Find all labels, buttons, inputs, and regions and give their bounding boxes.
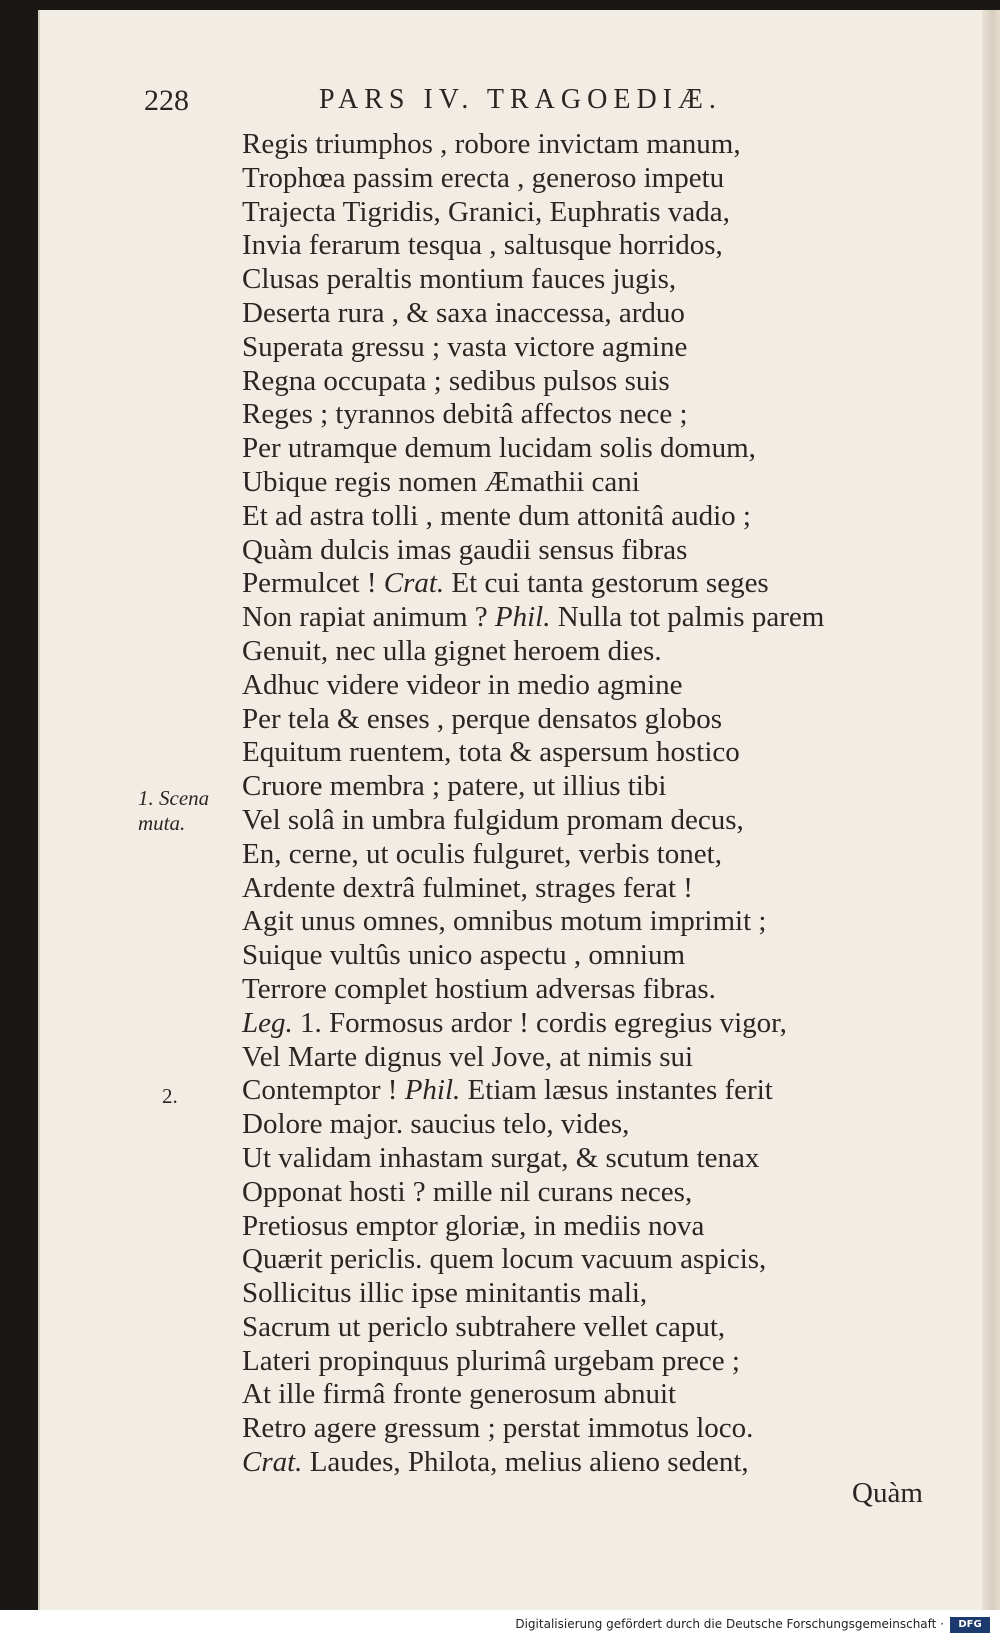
verse-line xyxy=(242,1345,962,1379)
verse-line-text: Non rapiat animum ? xyxy=(242,601,495,634)
verse-line-text: Superata gressu ; vasta victore agmine xyxy=(242,330,688,363)
verse-line-text: Cruore membra ; patere, ut illius tibi xyxy=(242,770,667,803)
speaker-label: Leg. xyxy=(242,1006,293,1039)
verse-line-text: Reges ; tyrannos debitâ affectos nece ; xyxy=(242,398,688,431)
verse-line-text: Equitum ruentem, tota & aspersum hostico xyxy=(242,736,740,769)
dfg-logo: DFG xyxy=(950,1617,990,1633)
verse-line-text: Vel solâ in umbra fulgidum promam decus, xyxy=(242,803,744,836)
verse-line xyxy=(242,1007,962,1041)
digitization-footer xyxy=(0,1610,1000,1640)
verse-line xyxy=(242,872,962,906)
verse-line xyxy=(242,263,962,297)
verse-line xyxy=(242,365,962,399)
speaker-label: Crat. xyxy=(383,567,445,600)
verse-line-text: Pretiosus emptor gloriæ, in mediis nova xyxy=(242,1209,705,1242)
verse-line xyxy=(242,939,962,973)
verse-line-text: Genuit, nec ulla gignet heroem dies. xyxy=(242,634,662,667)
verse-line-text: Quàm dulcis imas gaudii sensus fibras xyxy=(242,533,688,566)
verse-line-rest: Etiam læsus instantes ferit xyxy=(460,1074,773,1107)
page-header xyxy=(144,84,940,134)
verse-line-text: Clusas peraltis montium fauces jugis, xyxy=(242,263,677,296)
verse-line-rest: Nulla tot palmis parem xyxy=(550,601,825,634)
verse-line-text: Deserta rura , & saxa inaccessa, arduo xyxy=(242,296,685,329)
verse-line-rest: Laudes, Philota, melius alieno sedent, xyxy=(302,1446,749,1479)
verse-line-text: Sollicitus illic ipse minitantis mali, xyxy=(242,1277,648,1310)
verse-text xyxy=(242,128,962,1480)
verse-line xyxy=(242,1412,962,1446)
verse-line-text: Trophœa passim erecta , generoso impetu xyxy=(242,161,725,194)
verse-line xyxy=(242,770,962,804)
verse-line xyxy=(242,1446,962,1480)
marginal-note-1 xyxy=(138,786,209,836)
verse-line xyxy=(242,1378,962,1412)
verse-line xyxy=(242,534,962,568)
verse-line xyxy=(242,635,962,669)
verse-line xyxy=(242,736,962,770)
verse-line-text: Per utramque demum lucidam solis domum, xyxy=(242,432,756,465)
running-title: PARS IV. TRAGOEDIÆ. xyxy=(319,84,722,115)
verse-line xyxy=(242,1074,962,1108)
verse-line xyxy=(242,500,962,534)
verse-line xyxy=(242,703,962,737)
verse-line-text: Et ad astra tolli , mente dum attonitâ audio ; xyxy=(242,499,751,532)
verse-line-text: Lateri propinquus plurimâ urgebam prece ; xyxy=(242,1344,740,1377)
verse-line-text: Regis triumphos , robore invictam manum, xyxy=(242,128,741,160)
verse-line xyxy=(242,601,962,635)
verse-line xyxy=(242,905,962,939)
verse-line-text: Agit unus omnes, omnibus motum imprimit ; xyxy=(242,905,767,938)
marginal-note-1-line1: 1. Scena xyxy=(138,786,210,810)
verse-line-text: Per tela & enses , perque densatos globos xyxy=(242,702,723,735)
speaker-label: Phil. xyxy=(494,601,551,634)
page-number: 228 xyxy=(144,84,189,117)
page-edge xyxy=(982,10,1000,1610)
verse-line-rest: Et cui tanta gestorum seges xyxy=(444,567,769,600)
verse-line xyxy=(242,973,962,1007)
verse-line-text: Ut validam inhastam surgat, & scutum tenax xyxy=(242,1141,760,1174)
verse-line-text: Opponat hosti ? mille nil curans neces, xyxy=(242,1175,693,1208)
verse-line xyxy=(242,196,962,230)
verse-line-text: Suique vultûs unico aspectu , omnium xyxy=(242,939,686,972)
verse-line-text: Terrore complet hostium adversas fibras. xyxy=(242,972,716,1005)
verse-line xyxy=(242,128,962,162)
verse-line-text: Invia ferarum tesqua , saltusque horridos, xyxy=(242,229,723,262)
verse-line xyxy=(242,398,962,432)
verse-line-text: At ille firmâ fronte generosum abnuit xyxy=(242,1378,677,1411)
verse-line-text: Contemptor ! xyxy=(242,1074,405,1107)
verse-line-text: Retro agere gressum ; perstat immotus loco. xyxy=(242,1412,754,1445)
verse-line xyxy=(242,432,962,466)
marginal-note-2: 2. xyxy=(162,1084,178,1108)
speaker-label: Crat. xyxy=(242,1446,303,1479)
verse-line xyxy=(242,1210,962,1244)
verse-line xyxy=(242,229,962,263)
verse-line xyxy=(242,466,962,500)
verse-line-text: Dolore major. saucius telo, vides, xyxy=(242,1108,630,1141)
verse-line xyxy=(242,1311,962,1345)
verse-line xyxy=(242,1243,962,1277)
verse-line-text: Ubique regis nomen Æmathii cani xyxy=(242,465,640,498)
verse-line-text: Trajecta Tigridis, Granici, Euphratis vada, xyxy=(242,195,730,228)
verse-line xyxy=(242,567,962,601)
marginal-note-1-line2: muta. xyxy=(138,811,186,835)
verse-line xyxy=(242,162,962,196)
verse-line xyxy=(242,331,962,365)
funding-credit: Digitalisierung gefördert durch die Deutsche Forschungsgemeinschaft · xyxy=(515,1617,944,1631)
verse-line-text: Regna occupata ; sedibus pulsos suis xyxy=(242,364,670,397)
verse-line xyxy=(242,1176,962,1210)
book-page xyxy=(38,10,1000,1610)
verse-line xyxy=(242,1277,962,1311)
verse-line-text: Ardente dextrâ fulminet, strages ferat ! xyxy=(242,871,693,904)
speaker-label: Phil. xyxy=(404,1074,461,1107)
catchword: Quàm xyxy=(852,1477,923,1509)
verse-line-rest: 1. Formosus ardor ! cordis egregius vigor, xyxy=(292,1006,787,1039)
verse-line-text: Vel Marte dignus vel Jove, at nimis sui xyxy=(242,1040,694,1073)
verse-line xyxy=(242,838,962,872)
verse-line xyxy=(242,1041,962,1075)
verse-line xyxy=(242,1108,962,1142)
verse-line xyxy=(242,669,962,703)
verse-line-text: Permulcet ! xyxy=(242,567,384,600)
verse-line-text: Sacrum ut periclo subtrahere vellet caput, xyxy=(242,1310,726,1343)
verse-line-text: Quærit periclis. quem locum vacuum aspicis, xyxy=(242,1243,767,1276)
verse-line xyxy=(242,804,962,838)
verse-line-text: Adhuc videre videor in medio agmine xyxy=(242,668,683,701)
verse-line xyxy=(242,1142,962,1176)
verse-line-text: En, cerne, ut oculis fulguret, verbis tonet, xyxy=(242,837,722,870)
verse-line xyxy=(242,297,962,331)
